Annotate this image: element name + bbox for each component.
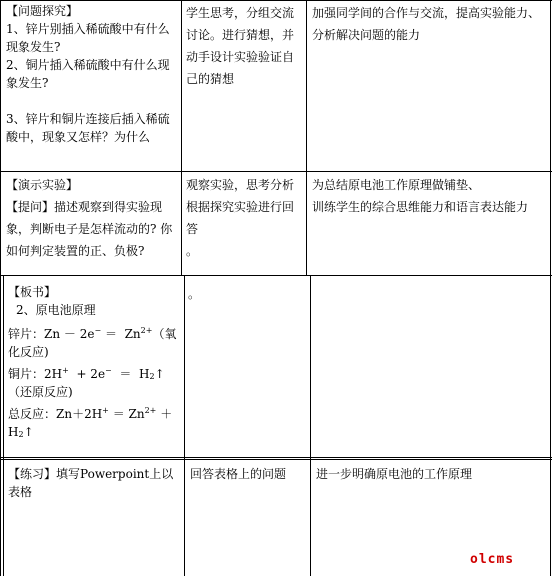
row4-col2 — [190, 465, 308, 483]
row1-col2 — [186, 2, 304, 90]
row2-heading: 【演示实验】 — [6, 178, 79, 192]
board-subtitle: 2、原电池原理 — [16, 303, 96, 317]
row1-question-2: 2、铜片插入稀硫酸中有什么现象发生? — [6, 58, 170, 90]
col-divider-1b — [3, 275, 4, 576]
row1-col1 — [6, 2, 180, 146]
col-divider-1 — [181, 0, 182, 275]
row3-col2 — [188, 285, 306, 303]
row1-heading: 【问题探究】 — [6, 4, 79, 18]
row1-col3 — [312, 2, 548, 46]
row2-col2 — [186, 174, 304, 262]
table-border-top — [0, 0, 552, 1]
row3-col1 — [8, 283, 182, 441]
row1-question-3: 3、锌片和铜片连接后插入稀硫酸中，现象又怎样？为什么 — [6, 112, 170, 144]
zinc-equation: 锌片：$Zn - 2e^- = Zn^{2+}$（氧化反应) — [8, 326, 177, 359]
row2-purpose-1: 为总结原电池工作原理做铺垫、 — [312, 178, 481, 192]
col-divider-2 — [306, 0, 307, 275]
row1-student-activity: 学生思考，分组交流讨论。进行猜想，并动手设计实验验证自己的猜想 — [186, 6, 295, 86]
row2-question: 【提问】描述观察到得实验现象，判断电子是怎样流动的? 你如何判定装置的正、负极? — [6, 200, 173, 258]
row-divider-1 — [0, 171, 552, 172]
row2-col1 — [6, 174, 180, 262]
watermark: olcms — [470, 552, 515, 567]
border-left — [0, 0, 1, 576]
row1-purpose: 加强同学间的合作与交流，提高实验能力、分析解决问题的能力 — [312, 6, 541, 42]
row4-purpose: 进一步明确原电池的工作原理 — [316, 467, 473, 481]
row2-purpose-2: 训练学生的综合思维能力和语言表达能力 — [312, 200, 529, 214]
total-equation: 总反应：$Zn+2H^+ = Zn^{2+}$ ＋ $H_2↑$ — [8, 406, 177, 439]
row4-student-activity: 回答表格上的问题 — [190, 467, 287, 481]
row-divider-3 — [0, 457, 552, 458]
row2-col3 — [312, 174, 548, 218]
row1-blank — [6, 92, 180, 110]
row-divider-2 — [0, 275, 552, 276]
col-divider-2b — [310, 275, 311, 576]
row4-col1 — [8, 465, 182, 501]
row3-dot: 。 — [188, 287, 201, 301]
row4-col3 — [316, 465, 546, 483]
row2-student-activity: 观察实验，思考分析根据探究实验进行回答 — [186, 178, 295, 236]
board-title: 【板书】 — [8, 285, 57, 299]
practice-text: 【练习】填写Powerpoint上以表格 — [8, 467, 174, 499]
row2-dot: 。 — [186, 244, 199, 258]
border-right — [550, 0, 551, 576]
col-divider-1c — [184, 275, 185, 576]
row-divider-3b — [0, 459, 552, 460]
copper-equation: 铜片：$2H^+ + 2e^- = H_2↑$ （还原反应) — [8, 366, 169, 399]
row1-question-1: 1、锌片别插入稀硫酸中有什么现象发生? — [6, 22, 170, 54]
